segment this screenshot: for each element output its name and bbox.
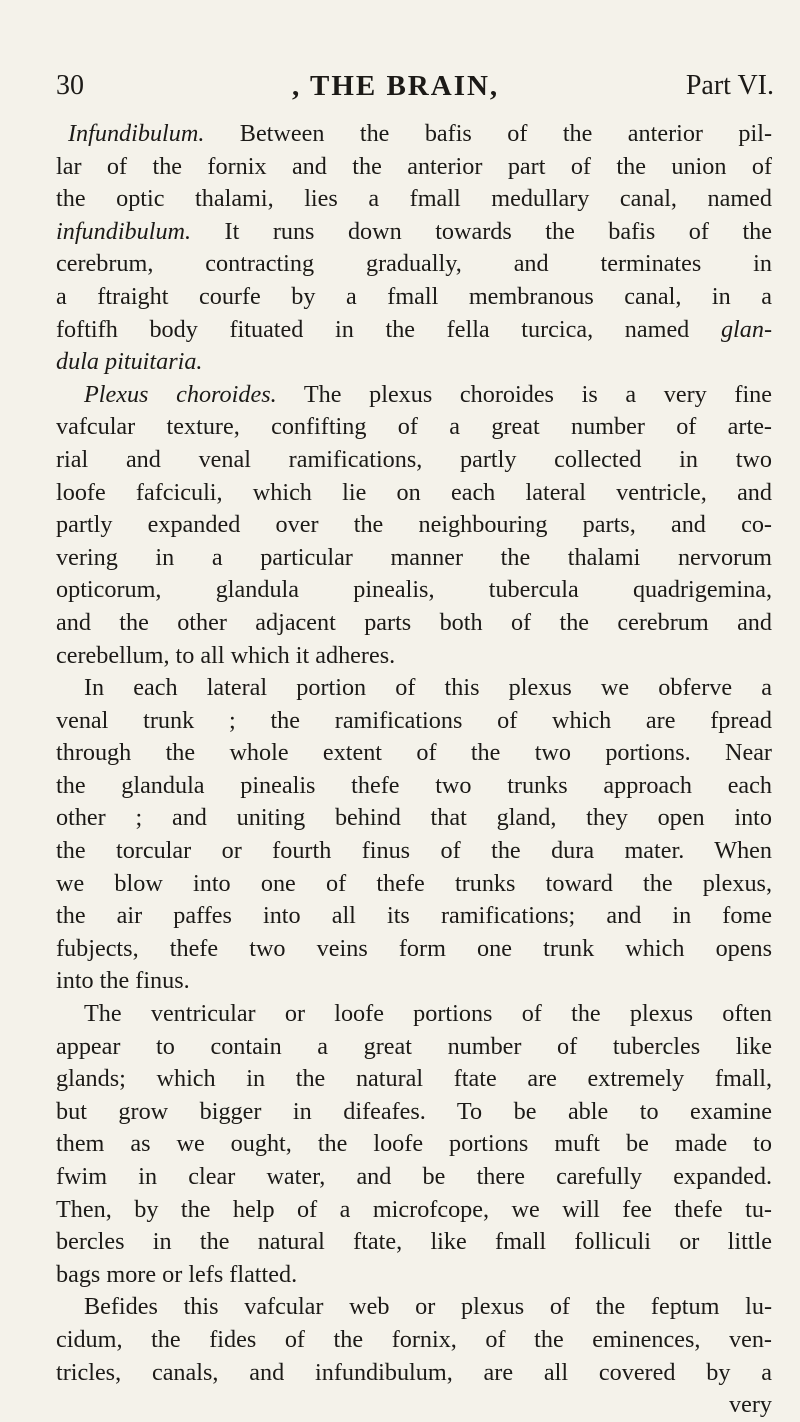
text-segment: a ftraight courfe by a fmall membranous canal, in a (56, 282, 772, 310)
text-line (56, 835, 772, 868)
text-line (56, 705, 772, 738)
text-segment: bercles in the natural ftate, like fmall folliculi or little (56, 1228, 772, 1256)
text-segment: vering in a particular manner the thalami nervorum (56, 543, 772, 571)
text-line (56, 1291, 772, 1324)
text-line (56, 1259, 772, 1292)
text-line (56, 183, 772, 216)
text-segment: we blow into one of thefe trunks toward the plexus, (56, 869, 772, 897)
text-line (56, 509, 772, 542)
text-segment: cerebrum, contracting gradually, and terminates in (56, 250, 772, 278)
text-line (56, 640, 772, 673)
text-segment: but grow bigger in difeafes. To be able to examine (56, 1097, 772, 1125)
italic-text: Infundibulum. (68, 120, 205, 147)
text-segment: the air paffes into all its ramifications; and in fome (56, 902, 772, 930)
text-line (56, 379, 772, 412)
text-segment: cerebellum, to all which it adheres. (56, 641, 396, 669)
text-segment: other ; and uniting behind that gland, they open into (56, 804, 772, 832)
text-line (56, 444, 772, 477)
body-text (56, 118, 772, 1422)
text-line (56, 933, 772, 966)
text-line (56, 248, 772, 281)
text-line (56, 1096, 772, 1129)
text-segment: loofe fafciculi, which lie on each lateral ventricle, and (56, 478, 772, 506)
text-line (56, 1389, 772, 1422)
italic-text: dula pituitaria. (56, 348, 203, 376)
text-line (56, 672, 772, 705)
text-line (56, 542, 772, 575)
text-segment: In each lateral portion of this plexus we obferve a (84, 674, 772, 702)
text-segment: vafcular texture, confifting of a great number of arte- (56, 413, 772, 441)
page-number: 30 (56, 70, 84, 101)
italic-text: Plexus choroides. (84, 380, 277, 408)
text-segment: Between the bafis of the anterior pil- (204, 120, 772, 147)
text-segment: The ventricular or loofe portions of the plexus often (84, 1000, 772, 1028)
text-line (56, 216, 772, 249)
text-segment: the optic thalami, lies a fmall medullary canal, named (56, 185, 772, 213)
text-segment: appear to contain a great number of tubercles like (56, 1032, 772, 1060)
text-segment: tricles, canals, and infundibulum, are all covered by a (56, 1358, 772, 1386)
text-segment: Then, by the help of a microfcope, we will fee thefe tu- (56, 1195, 772, 1223)
running-header (56, 66, 774, 106)
text-segment: It runs down towards the bafis of the (191, 217, 772, 245)
text-line (56, 868, 772, 901)
text-segment: and the other adjacent parts both of the cerebrum and (56, 608, 772, 636)
text-line (56, 965, 772, 998)
text-segment: rial and venal ramifications, partly collected in two (56, 445, 772, 473)
text-line (56, 737, 772, 770)
text-segment: Befides this vafcular web or plexus of the feptum lu- (84, 1293, 772, 1321)
text-line (56, 477, 772, 510)
text-line (56, 1226, 772, 1259)
text-segment: through the whole extent of the two portions. Near (56, 739, 772, 767)
text-segment: lar of the fornix and the anterior part of the union of (56, 152, 772, 180)
text-line (56, 1194, 772, 1227)
text-line (56, 151, 772, 184)
text-segment: glands; which in the natural ftate are extremely fmall, (56, 1065, 772, 1093)
part-label: Part VI. (685, 70, 774, 101)
text-line (56, 281, 772, 314)
text-segment: the glandula pinealis thefe two trunks approach each (56, 771, 772, 799)
text-segment: The plexus choroides is a very fine (276, 380, 772, 408)
text-segment: opticorum, glandula pinealis, tubercula quadrigemina, (56, 576, 772, 604)
text-segment: bags more or lefs flatted. (56, 1260, 298, 1288)
text-line (56, 1063, 772, 1096)
text-segment: the torcular or fourth finus of the dura mater. When (56, 837, 772, 865)
text-line (56, 118, 772, 151)
text-segment: them as we ought, the loofe portions muft be made to (56, 1130, 772, 1158)
text-line (56, 411, 772, 444)
italic-text: infundibulum. (56, 217, 192, 245)
text-segment: fwim in clear water, and be there carefully expanded. (56, 1163, 772, 1190)
text-line (56, 998, 772, 1031)
text-line (56, 346, 772, 379)
running-title: , THE BRAIN, (292, 70, 500, 102)
text-segment: venal trunk ; the ramifications of which are fpread (56, 706, 772, 734)
text-segment: cidum, the fides of the fornix, of the eminences, ven- (56, 1325, 772, 1353)
text-segment: into the finus. (56, 967, 190, 995)
text-line (56, 1357, 772, 1390)
text-segment: partly expanded over the neighbouring parts, and co- (56, 511, 772, 539)
text-segment: foftifh body fituated in the fella turcica, named (56, 315, 721, 343)
text-line (56, 1161, 772, 1194)
text-line (56, 770, 772, 803)
text-line (56, 1031, 772, 1064)
text-line (56, 574, 772, 607)
text-line (56, 314, 772, 347)
text-segment: very (729, 1391, 772, 1419)
text-line (56, 802, 772, 835)
text-line (56, 1128, 772, 1161)
text-line (56, 900, 772, 933)
text-line (56, 607, 772, 640)
italic-text: glan- (720, 315, 772, 343)
text-segment: fubjects, thefe two veins form one trunk which opens (56, 934, 772, 962)
text-line (56, 1324, 772, 1357)
